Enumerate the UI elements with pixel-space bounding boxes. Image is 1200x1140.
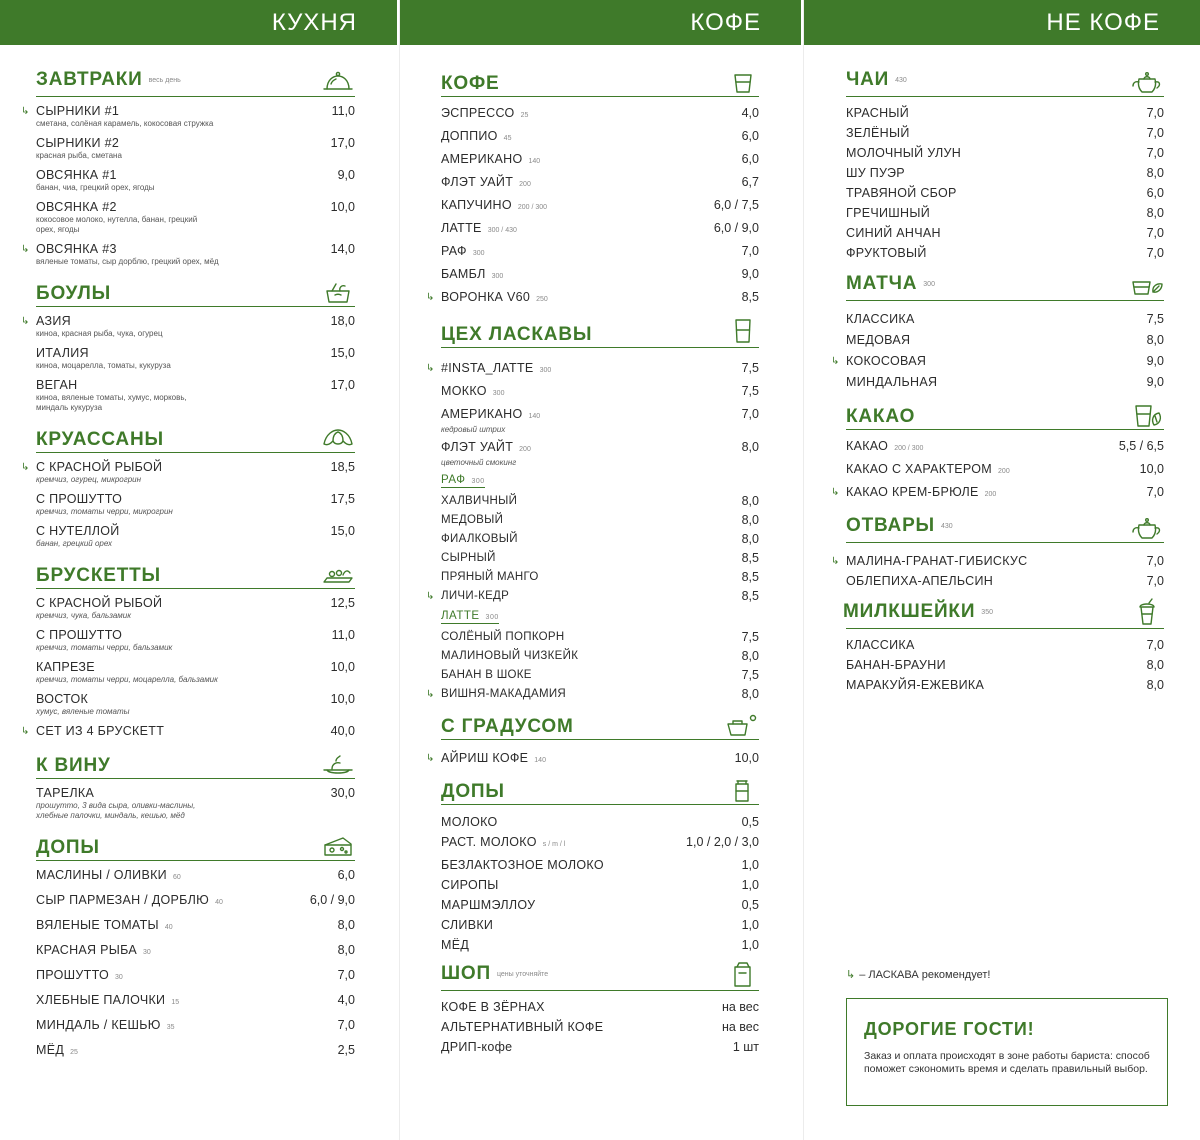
menu-item: СИРОПЫ 1,0 xyxy=(441,878,759,892)
menu-item: МИНДАЛЬ / КЕШЬЮ 35 7,0 xyxy=(36,1018,355,1032)
column-header-not-coffee: НЕ КОФЕ xyxy=(804,0,1200,45)
menu-item: МЁД 1,0 xyxy=(441,938,759,952)
menu-item: СЛИВКИ 1,0 xyxy=(441,918,759,932)
menu-item: С НУТЕЛЛОЙ банан, грецкий орех 15,0 xyxy=(36,524,355,548)
menu-item: ↳ АЗИЯ киноа, красная рыба, чука, огурец 18,0 xyxy=(21,314,355,338)
recommend-mark: ↳ xyxy=(426,363,435,374)
menu-item: ↳ КАКАО КРЕМ-БРЮЛЕ 200 7,0 xyxy=(831,485,1164,499)
menu-item: АЛЬТЕРНАТИВНЫЙ КОФЕ на вес xyxy=(441,1020,759,1034)
menu-item: ИТАЛИЯ киноа, моцарелла, томаты, кукуруза 15,0 xyxy=(36,346,355,370)
menu-item: ↳ МАЛИНА-ГРАНАТ-ГИБИСКУС 7,0 xyxy=(831,554,1164,568)
section-shop xyxy=(441,955,759,1055)
section-title: ЧАИ 430 xyxy=(846,69,907,90)
section-wine xyxy=(36,749,355,821)
teapot-icon xyxy=(1130,69,1164,95)
menu-item: СИНИЙ АНЧАН 7,0 xyxy=(846,226,1164,240)
menu-item: ↳ АЙРИШ КОФЕ 140 10,0 xyxy=(426,751,759,765)
section-title: БРУСКЕТТЫ xyxy=(36,565,161,586)
section-title: КАКАО xyxy=(846,406,916,427)
recommend-mark: ↳ xyxy=(21,244,30,255)
menu-item: КЛАССИКА 7,5 xyxy=(846,312,1164,326)
section-title: ДОПЫ xyxy=(441,781,505,802)
menu-item: МАРАКУЙЯ-ЕЖЕВИКА 8,0 xyxy=(846,678,1164,692)
section-title: БОУЛЫ xyxy=(36,283,111,304)
milkshake-icon xyxy=(1130,597,1164,627)
menu-item: ФЛЭТ УАЙТ 200 6,7 xyxy=(441,175,759,189)
menu-item: МЕДОВЫЙ 8,0 xyxy=(441,513,759,527)
menu-item: ОБЛЕПИХА-АПЕЛЬСИН 7,0 xyxy=(846,574,1164,588)
section-bruschetta xyxy=(21,559,355,739)
croissant-icon xyxy=(321,425,355,451)
section-title: ОТВАРЫ 430 xyxy=(846,515,953,536)
jar-icon xyxy=(725,777,759,803)
menu-item: МОЛОЧНЫЙ УЛУН 7,0 xyxy=(846,146,1164,160)
menu-item: КАПУЧИНО 200 / 300 6,0 / 7,5 xyxy=(441,198,759,212)
glass-icon xyxy=(725,316,759,346)
menu-item: ЭСПРЕССО 25 4,0 xyxy=(441,106,759,120)
menu-item: БАНАН-БРАУНИ 8,0 xyxy=(846,658,1164,672)
recommend-mark: ↳ xyxy=(426,689,435,700)
section-title: ШОП цены уточняйте xyxy=(441,963,549,984)
column-header-coffee: КОФЕ xyxy=(400,0,801,45)
menu-item: ↳ #INSTA_ЛАТТЕ 300 7,5 xyxy=(426,361,759,375)
subsection-latte: ЛАТТЕ 300 xyxy=(441,610,499,622)
recommend-mark: ↳ xyxy=(426,591,435,602)
menu-item: ↳ КОКОСОВАЯ 9,0 xyxy=(831,354,1164,368)
menu-item: ПРОШУТТО 30 7,0 xyxy=(36,968,355,982)
menu-item: ДОППИО 45 6,0 xyxy=(441,129,759,143)
menu-item: КАКАО С ХАРАКТЕРОМ 200 10,0 xyxy=(846,462,1164,476)
guests-title: ДОРОГИЕ ГОСТИ! xyxy=(864,1019,1035,1039)
menu-item: ↳ ОВСЯНКА #3 вяленые томаты, сыр дорблю, грецкий орех, мёд 14,0 xyxy=(21,242,355,266)
teapot-icon xyxy=(1130,515,1164,541)
menu-item: АМЕРИКАНО 140 6,0 xyxy=(441,152,759,166)
section-title: К ВИНУ xyxy=(36,755,111,776)
section-title: ДОПЫ xyxy=(36,837,100,858)
menu-item: ПРЯНЫЙ МАНГО 8,5 xyxy=(441,570,759,584)
menu-item: ↳ СЫРНИКИ #1 сметана, солёная карамель, кокосовая стружка 11,0 xyxy=(21,104,355,128)
section-title: МАТЧА 300 xyxy=(846,273,935,294)
menu-item: СОЛЁНЫЙ ПОПКОРН 7,5 xyxy=(441,630,759,644)
menu-item: ХЛЕБНЫЕ ПАЛОЧКИ 15 4,0 xyxy=(36,993,355,1007)
cloche-icon xyxy=(321,69,355,95)
menu-item: МОККО 300 7,5 xyxy=(441,384,759,398)
kitchen-column xyxy=(0,0,397,1140)
menu-item: БАНАН В ШОКЕ 7,5 xyxy=(441,668,759,682)
section-breakfast xyxy=(21,67,355,267)
recommend-mark: ↳ xyxy=(426,753,435,764)
guests-text: Заказ и оплата происходят в зоне работы бариста: способ поможет сэкономить время и сделать правильный выбор. xyxy=(864,1050,1150,1075)
cup-degree-icon xyxy=(725,712,759,738)
section-croissants xyxy=(21,423,355,549)
menu-item: КРАСНАЯ РЫБА 30 8,0 xyxy=(36,943,355,957)
menu-item: ВОСТОК хумус, вяленые томаты 10,0 xyxy=(36,692,355,716)
menu-item: МОЛОКО 0,5 xyxy=(441,815,759,829)
menu-item: КОФЕ В ЗЁРНАХ на вес xyxy=(441,1000,759,1014)
cocoa-icon xyxy=(1130,402,1164,428)
section-title: ЗАВТРАКИ весь день xyxy=(36,69,181,90)
section-title: КОФЕ xyxy=(441,73,500,94)
subsection-raf: РАФ 300 xyxy=(441,474,485,486)
section-tea xyxy=(846,67,1164,261)
menu-item: ФЛЭТ УАЙТ 200 цветочный смокинг 8,0 xyxy=(441,440,759,467)
recommend-mark: ↳ xyxy=(831,356,840,367)
menu-item: ЗЕЛЁНЫЙ 7,0 xyxy=(846,126,1164,140)
menu-item: ДРИП-кофе 1 шт xyxy=(441,1040,759,1054)
menu-item: МАЛИНОВЫЙ ЧИЗКЕЙК 8,0 xyxy=(441,649,759,663)
menu-item: С ПРОШУТТО кремчиз, томаты черри, бальзамик 11,0 xyxy=(36,628,355,652)
menu-item: ↳ ЛИЧИ-КЕДР 8,5 xyxy=(426,589,759,603)
recommend-mark: ↳ xyxy=(21,726,30,737)
menu-item: ХАЛВИЧНЫЙ 8,0 xyxy=(441,494,759,508)
menu-item: С ПРОШУТТО кремчиз, томаты черри, микрогрин 17,5 xyxy=(36,492,355,516)
menu-item: ЛАТТЕ 300 / 430 6,0 / 9,0 xyxy=(441,221,759,235)
menu-item: ТАРЕЛКА прошутто, 3 вида сыра, оливки-маслины, хлебные палочки, миндаль, кешью, мёд 30,0 xyxy=(36,786,355,820)
menu-item: СЫР ПАРМЕЗАН / ДОРБЛЮ 40 6,0 / 9,0 xyxy=(36,893,355,907)
section-coffee-extras xyxy=(441,771,759,953)
cheese-icon xyxy=(321,833,355,859)
section-kitchen-extras xyxy=(36,831,355,1061)
column-header-kitchen: КУХНЯ xyxy=(0,0,397,45)
menu-item: ОВСЯНКА #2 кокосовое молоко, нутелла, банан, грецкий орех, ягоды 10,0 xyxy=(36,200,355,234)
menu-item: КЛАССИКА 7,0 xyxy=(846,638,1164,652)
menu-item: БЕЗЛАКТОЗНОЕ МОЛОКО 1,0 xyxy=(441,858,759,872)
recommend-mark: ↳ xyxy=(21,316,30,327)
bruschetta-icon xyxy=(321,561,355,587)
plate-icon xyxy=(321,751,355,777)
section-title: КРУАССАНЫ xyxy=(36,429,164,450)
menu-item: ФРУКТОВЫЙ 7,0 xyxy=(846,246,1164,260)
recommend-legend: ↳ – ЛАСКАВА рекомендует! xyxy=(846,969,991,981)
menu-item: ГРЕЧИШНЫЙ 8,0 xyxy=(846,206,1164,220)
menu-item: СЫРНЫЙ 8,5 xyxy=(441,551,759,565)
guests-notice xyxy=(846,998,1168,1106)
menu-item: ФИАЛКОВЫЙ 8,0 xyxy=(441,532,759,546)
section-degrees xyxy=(426,710,759,769)
section-coffee xyxy=(426,67,759,308)
section-title: МИЛКШЕЙКИ 350 xyxy=(843,601,993,622)
recommend-mark: ↳ xyxy=(426,292,435,303)
section-cocoa xyxy=(831,400,1164,503)
section-title: ЦЕХ ЛАСКАВЫ xyxy=(441,324,593,345)
menu-item: МАСЛИНЫ / ОЛИВКИ 60 6,0 xyxy=(36,868,355,882)
section-bowls xyxy=(21,277,355,413)
recommend-mark: ↳ xyxy=(831,487,840,498)
recommend-mark: ↳ xyxy=(21,462,30,473)
recommend-mark: ↳ xyxy=(21,106,30,117)
menu-item: ВЯЛЕНЫЕ ТОМАТЫ 40 8,0 xyxy=(36,918,355,932)
menu-item: РАСТ. МОЛОКО s / m / l 1,0 / 2,0 / 3,0 xyxy=(441,835,759,849)
menu-item: КРАСНЫЙ 7,0 xyxy=(846,106,1164,120)
bag-icon xyxy=(725,959,759,989)
recommend-mark: ↳ xyxy=(846,969,856,981)
menu-item: С КРАСНОЙ РЫБОЙ кремчиз, чука, бальзамик 12,5 xyxy=(36,596,355,620)
menu-item: МАРШМЭЛЛОУ 0,5 xyxy=(441,898,759,912)
not-coffee-column xyxy=(803,0,1200,1140)
section-title: С ГРАДУСОМ xyxy=(441,716,574,737)
menu-item: КАПРЕЗЕ кремчиз, томаты черри, моцарелла, бальзамик 10,0 xyxy=(36,660,355,684)
menu-item: ↳ ВИШНЯ-МАКАДАМИЯ 8,0 xyxy=(426,687,759,701)
menu-item: ↳ С КРАСНОЙ РЫБОЙ кремчиз, огурец, микрогрин 18,5 xyxy=(21,460,355,484)
bowl-icon xyxy=(321,279,355,305)
section-matcha xyxy=(831,271,1164,390)
section-brews xyxy=(831,513,1164,589)
menu-item: ТРАВЯНОЙ СБОР 6,0 xyxy=(846,186,1164,200)
menu-item: МЁД 25 2,5 xyxy=(36,1043,355,1057)
menu-item: КАКАО 200 / 300 5,5 / 6,5 xyxy=(846,439,1164,453)
menu-item: МИНДАЛЬНАЯ 9,0 xyxy=(846,375,1164,389)
matcha-icon xyxy=(1130,273,1164,299)
recommend-mark: ↳ xyxy=(831,556,840,567)
cup-icon xyxy=(725,69,759,95)
menu-item: ОВСЯНКА #1 банан, чиа, грецкий орех, ягоды 9,0 xyxy=(36,168,355,192)
coffee-column xyxy=(399,0,801,1140)
section-signature xyxy=(426,312,759,702)
breakfast-items xyxy=(21,103,355,267)
section-shakes xyxy=(843,599,1164,693)
menu-item: СЫРНИКИ #2 красная рыба, сметана 17,0 xyxy=(36,136,355,160)
menu-item: РАФ 300 7,0 xyxy=(441,244,759,258)
menu-item: МЕДОВАЯ 8,0 xyxy=(846,333,1164,347)
menu-item: БАМБЛ 300 9,0 xyxy=(441,267,759,281)
menu-item: ШУ ПУЭР 8,0 xyxy=(846,166,1164,180)
menu-item: ↳ СЕТ ИЗ 4 БРУСКЕТТ 40,0 xyxy=(21,724,355,738)
menu-item: ↳ ВОРОНКА V60 250 8,5 xyxy=(426,290,759,304)
menu-item: АМЕРИКАНО 140 кедровый штрих 7,0 xyxy=(441,407,759,434)
menu-item: ВЕГАН киноа, вяленые томаты, хумус, морковь, миндаль кукуруза 17,0 xyxy=(36,378,355,412)
